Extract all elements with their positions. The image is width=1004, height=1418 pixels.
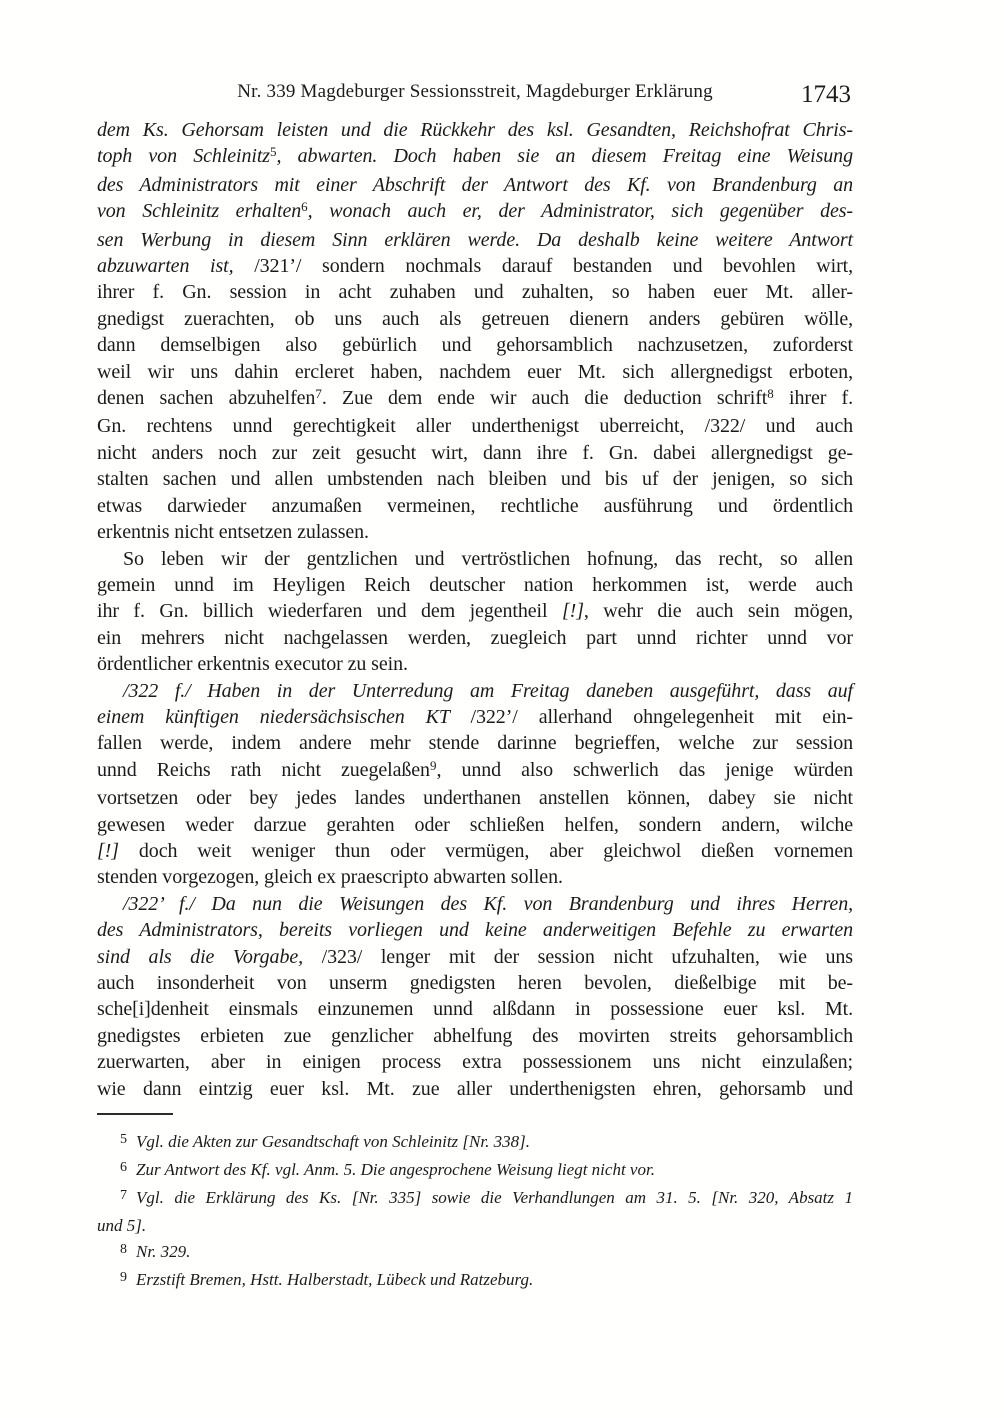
text-run: doch weit weniger thun oder vermügen, aber gleichwol dießen vornemen (118, 839, 853, 862)
text-run: gnedigstes erbieten zue genzlicher abhelfung des movirten streits gehorsamblich (97, 1024, 853, 1047)
text-line (97, 1213, 853, 1239)
text-run: /321’/ sondern nochmals darauf bestanden und bevohlen wirt, (254, 255, 854, 278)
text-run: zuerwarten, aber in einigen process extra possessionem uns nicht einzulaßen; (97, 1051, 853, 1074)
footnote-number: 6 (120, 1160, 127, 1176)
text-line (97, 546, 853, 572)
text-run: ihrer f. Gn. session in acht zuhaben und zuhalten, so haben euer Mt. aller- (97, 281, 853, 304)
text-run: ein mehrers nicht nachgelassen werden, zuegleich part unnd richter unnd vor (97, 626, 853, 649)
footnote-line (97, 1129, 853, 1157)
text-run: nicht anders noch zur zeit gesucht wirt, dann ihre f. Gn. dabei allergnedigst ge- (97, 441, 853, 464)
text-run: So leben wir der gentzlichen und vertröstlichen hofnung, das recht, so allen (123, 547, 853, 570)
text-run: stalten sachen und allen umbstenden nach bleiben und bis uf der jenigen, so sich (97, 468, 853, 491)
page-number: 1743 (801, 81, 851, 108)
text-line (97, 917, 853, 943)
text-run: erkentnis nicht entsetzen zulassen. (97, 521, 369, 544)
page-header (97, 80, 853, 108)
text-line (97, 385, 853, 413)
footnote-number: 5 (120, 1132, 127, 1148)
text-run: ördentlicher erkentnis executor zu sein. (97, 653, 408, 676)
text-run: Nr. 329. (136, 1242, 191, 1262)
text-run: auch insonderheit von unserm gnedigsten heren bevolen, dießelbige mit be- (97, 972, 853, 994)
footnote-line (97, 1157, 853, 1185)
footnote-number: 8 (120, 1242, 127, 1258)
text-run: [!] (97, 839, 119, 862)
footnote-line (97, 1185, 853, 1213)
footnote-number: 9 (120, 1270, 127, 1286)
footnote-line (97, 1267, 853, 1295)
footnote (97, 1185, 853, 1239)
text-run: , wehr die auch sein mögen, (583, 600, 853, 623)
text-run: dann demselbigen also gebürlich und gehorsamblich nachzusetzen, zuforderst (97, 334, 853, 357)
text-line (97, 306, 853, 332)
text-line (97, 359, 853, 385)
text-run: . Zue dem ende wir auch die deduction schrift (321, 387, 768, 410)
text-run: , abwarten. Doch haben sie an diesem Freitag eine Weisung (276, 145, 853, 168)
footnote-ref: 7 (315, 386, 322, 402)
text-run: ihrer f. (773, 387, 854, 410)
footnote-ref: 8 (767, 386, 774, 402)
text-line (97, 519, 853, 545)
text-line (97, 117, 853, 143)
text-line (97, 970, 853, 996)
text-line (97, 1076, 853, 1102)
footnotes (97, 1129, 853, 1295)
text-line (97, 332, 853, 358)
body-text (97, 117, 853, 1102)
text-run: des Administrators mit einer Abschrift der Antwort des Kf. von Brandenburg an (97, 173, 853, 196)
text-run: fallen werde, indem andere mehr stende darinne begrieffen, welche zur session (97, 732, 853, 755)
text-run: Erzstift Bremen, Hstt. Halberstadt, Lübeck und Ratzeburg. (136, 1270, 534, 1290)
text-run: und 5]. (97, 1216, 147, 1236)
text-run: vortsetzen oder bey jedes landes underthanen anstellen können, dabey sie nicht (97, 787, 853, 810)
text-run: weil wir uns dahin ercleret haben, nachdem euer Mt. sich allergnedigst erboten, (97, 360, 853, 383)
text-line (97, 757, 853, 785)
text-run: , wonach auch er, der Administrator, sich gegenüber des- (307, 200, 853, 223)
footnote (97, 1129, 853, 1157)
text-run: /322’/ allerhand ohngelegenheit mit ein- (470, 705, 853, 728)
text-line (97, 785, 853, 811)
text-line (97, 440, 853, 466)
footnote (97, 1157, 853, 1185)
text-line (97, 227, 853, 253)
footnote (97, 1239, 853, 1267)
text-run: etwas darwieder anzumaßen vermeinen, rechtliche ausführung und ördentlich (97, 494, 853, 517)
paragraph (97, 546, 853, 678)
text-run: gewesen weder darzue gerahten oder schließen helfen, sondern andern, wilche (97, 813, 853, 836)
text-run: unnd Reichs rath nicht zuegelaßen (97, 758, 430, 781)
paragraph (97, 891, 853, 1102)
text-run: Zur Antwort des Kf. vgl. Anm. 5. Die angesprochene Weisung liegt nicht vor. (136, 1160, 655, 1180)
text-run: stenden vorgezogen, gleich ex praescripto abwarten sollen. (97, 866, 563, 889)
text-line (97, 279, 853, 305)
text-run: wie dann eintzig euer ksl. Mt. zue aller underthenigsten ehren, gehorsamb und (97, 1077, 853, 1100)
text-line (97, 651, 853, 677)
text-line (97, 198, 853, 226)
footnote-ref: 5 (269, 144, 277, 160)
text-line (97, 466, 853, 492)
text-line (97, 838, 853, 864)
text-run: /322 f./ Haben in der Unterredung am Freitag daneben ausgeführt, dass auf (123, 679, 853, 702)
text-line (97, 891, 853, 917)
text-line (97, 1023, 853, 1049)
text-run: einem künftigen niedersächsischen KT (97, 705, 471, 728)
text-run: /322’ f./ Da nun die Weisungen des Kf. von Brandenburg und ihres Herren, (123, 892, 853, 915)
text-run: ihr f. Gn. billich wiederfaren und dem jegentheil (97, 600, 562, 623)
text-line (97, 493, 853, 519)
text-line (97, 864, 853, 890)
text-run: Vgl. die Erklärung des Ks. [Nr. 335] sowie die Verhandlungen am 31. 5. [Nr. 320, Absatz 1 (136, 1188, 853, 1208)
text-run: sen Werbung in diesem Sinn erklären werde. Da deshalb keine weitere Antwort (97, 228, 853, 251)
text-line (97, 812, 853, 838)
text-line (97, 172, 853, 198)
text-line (97, 730, 853, 756)
text-line (97, 704, 853, 730)
text-line (97, 625, 853, 651)
text-run: Vgl. die Akten zur Gesandtschaft von Schleinitz [Nr. 338]. (136, 1132, 530, 1152)
text-run: gnedigst zuerachten, ob uns auch als getreuen dienern anders gebüren wölle, (97, 307, 853, 330)
text-line (97, 678, 853, 704)
text-line (97, 413, 853, 439)
text-run: Gn. rechtens unnd gerechtigkeit aller underthenigst uberreicht, /322/ und auch (97, 415, 853, 438)
text-run: von Schleinitz erhalten (97, 200, 302, 223)
text-run: [!] (561, 600, 584, 623)
paragraph (97, 117, 853, 546)
text-line (97, 143, 853, 171)
text-run: toph von Schleinitz (97, 145, 270, 168)
paragraph (97, 678, 853, 891)
text-run: sind als die Vorgabe, (97, 945, 322, 968)
footnote-ref: 6 (301, 199, 308, 215)
text-line (97, 1049, 853, 1075)
text-run: abzuwarten ist, (97, 255, 255, 278)
text-line (97, 996, 853, 1022)
footnote-separator (97, 1113, 173, 1115)
footnote-number: 7 (120, 1188, 127, 1204)
footnote-ref: 9 (429, 757, 437, 773)
text-line (97, 572, 853, 598)
text-run: dem Ks. Gehorsam leisten und die Rückkehr des ksl. Gesandten, Reichshofrat Chris- (97, 119, 853, 141)
text-run: denen sachen abzuhelfen (97, 387, 316, 410)
text-run: gemein unnd im Heyligen Reich deutscher nation herkommen ist, werde auch (97, 573, 853, 596)
text-run: sche[i]denheit einsmals einzunemen unnd alßdann in possessione euer ksl. Mt. (97, 998, 853, 1021)
running-title: Nr. 339 Magdeburger Sessionsstreit, Magdeburger Erklärung (237, 81, 713, 102)
footnote-line (97, 1239, 853, 1267)
text-run: des Administrators, bereits vorliegen und keine anderweitigen Befehle zu erwarten (97, 919, 853, 942)
text-line (97, 598, 853, 624)
text-run: /323/ lenger mit der session nicht ufzuhalten, wie uns (321, 945, 853, 968)
text-line (97, 253, 853, 279)
text-run: , unnd also schwerlich das jenige würden (436, 758, 853, 781)
footnote (97, 1267, 853, 1295)
text-line (97, 944, 853, 970)
